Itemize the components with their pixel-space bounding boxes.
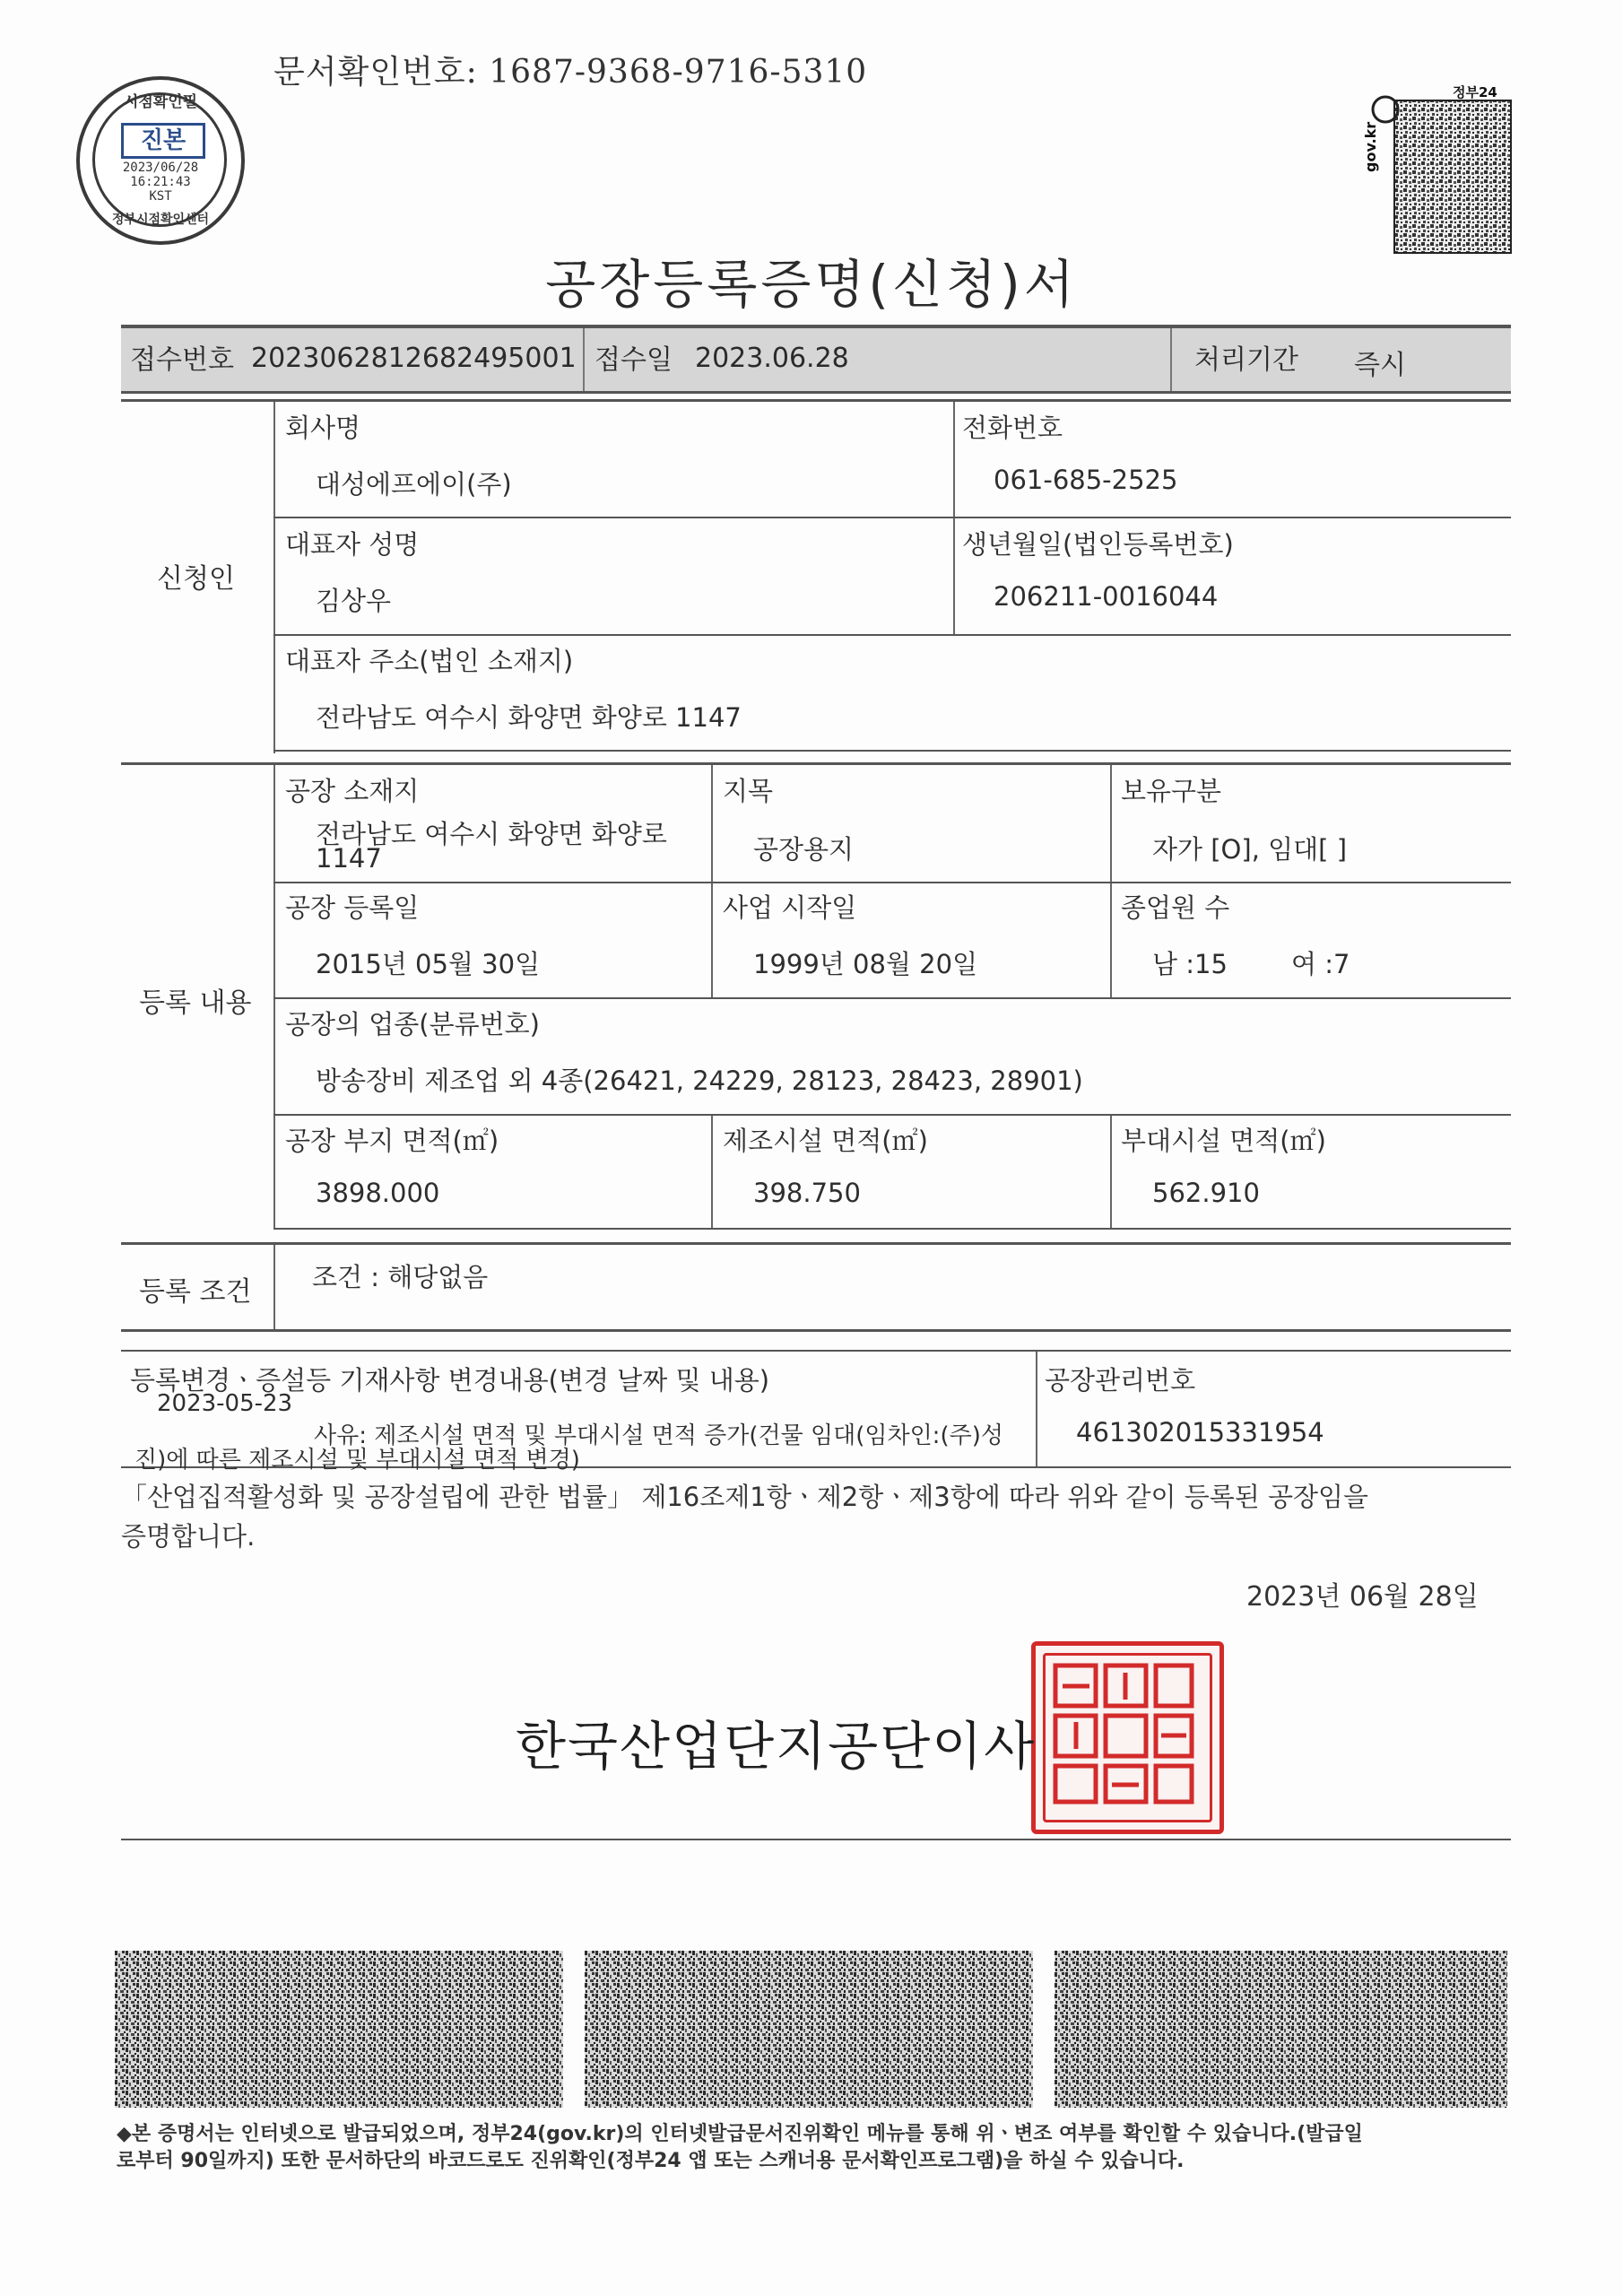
authenticity-seal [76,76,245,245]
birth-registration-number: 206211-0016044 [994,581,1219,612]
certification-line1: 「산업집적활성화 및 공장설립에 관한 법률」 제16조제1항ㆍ제2항ㆍ제3항에 따라 위와 같이 등록된 공장임을 [121,1482,1369,1512]
factory-mgmt-number-label: 공장관리번호 [1045,1365,1196,1396]
seal-main-text: 진본 [121,123,205,159]
footer-line2: 로부터 90일까지) 또한 문서하단의 바코드로도 진위확인(정부24 앱 또는 스캐너용 문서확인프로그램)을 하실 수 있습니다. [117,2150,1185,2172]
factory-location-line2: 1147 [316,843,382,874]
representative-name: 김상우 [316,586,392,616]
divider [121,762,1511,765]
representative-label: 대표자 성명 [285,529,420,560]
footer-notice [117,2121,1515,2175]
receipt-number-label: 접수번호 [130,344,234,376]
receipt-date-label: 접수일 [595,344,673,376]
divider [953,402,955,635]
employees-label: 종업원 수 [1121,892,1230,923]
barcode-3 [1055,1951,1507,2108]
change-reason-line1: 사유: 제조시설 면적 및 부대시설 면적 증가(건물 임대(임차인:(주)성 [314,1422,1003,1449]
document-title: 공장등록증명(신청)서 [545,254,1078,315]
mfg-area: 398.750 [753,1178,861,1208]
document-confirmation-number: 문서확인번호: 1687-9368-9716-5310 [273,54,868,91]
barcode-2 [585,1951,1033,2108]
site-area-label: 공장 부지 면적(㎡) [285,1126,499,1156]
seal-bottom-text: 정부시점확인센터 [111,213,210,227]
condition-section-label: 등록 조건 [139,1276,252,1308]
company-name: 대성에프에이(주) [316,469,512,500]
aux-area-label: 부대시설 면적(㎡) [1121,1126,1326,1156]
address-label: 대표자 주소(법인 소재지) [285,646,574,676]
divider [121,1242,1511,1245]
certification-statement [121,1477,1506,1556]
seal-timestamp [80,161,241,204]
issue-date: 2023년 06월 28일 [1246,1581,1479,1613]
divider [273,1228,1511,1230]
divider [273,882,1511,883]
change-reason-line2: 진)에 따른 제조시설 및 부대시설 면적 변경) [135,1447,580,1474]
receipt-date: 2023.06.28 [695,343,849,374]
applicant-section-label: 신청인 [157,563,235,595]
business-start-label: 사업 시작일 [723,892,857,923]
site-area: 3898.000 [316,1178,440,1208]
divider [121,1329,1511,1332]
receipt-number: 20230628126824950​01 [251,343,577,374]
divider [1110,1116,1112,1230]
changes-label: 등록변경ㆍ증설등 기재사항 변경내용(변경 날짜 및 내용) [130,1365,770,1396]
address: 전라남도 여수시 화양면 화양로 1147 [316,702,742,733]
business-start-date: 1999년 08월 20일 [753,949,978,979]
divider [711,1116,713,1230]
qr-gov24-label: 정부24 [1453,84,1497,100]
industry-label: 공장의 업종(분류번호) [285,1009,540,1039]
mfg-area-label: 제조시설 면적(㎡) [723,1126,928,1156]
issuer-name: 한국산업단지공단이사 [516,1716,1037,1777]
phone-number: 061-685-2525 [994,465,1178,495]
divider [273,750,1511,752]
divider [121,1839,1511,1840]
qr-code [1362,84,1515,256]
employees-male: 남 :15 [1152,949,1228,979]
seal-ring [92,92,227,227]
divider [273,517,1511,518]
divider [273,1245,275,1330]
official-red-stamp [1031,1641,1224,1834]
birth-registration-label: 생년월일(법인등록번호) [962,529,1234,560]
registration-date-label: 공장 등록일 [285,892,420,923]
seal-timezone: KST [149,189,172,204]
change-date: 2023-05-23 [157,1390,293,1417]
divider [121,1350,1511,1352]
stamp-glyphs-icon [1036,1646,1211,1821]
divider [273,634,1511,636]
factory-mgmt-number: 461302015331954 [1076,1417,1324,1448]
land-category: 공장용지 [753,834,855,865]
processing-period: 즉시 [1354,350,1406,381]
divider [273,1114,1511,1116]
employees-female: 여 :7 [1291,949,1350,979]
industry: 방송장비 제조업 외 4종(26421, 24229, 28123, 28423, 28901) [316,1065,1083,1096]
registration-condition: 조건 : 해당없음 [312,1262,489,1292]
certification-line2: 증명합니다. [121,1521,256,1552]
seal-top-text: 시점확인필 [123,93,198,111]
divider [121,399,1511,402]
ownership-label: 보유구분 [1121,776,1222,806]
footer-line1: ◆본 증명서는 인터넷으로 발급되었으며, 정부24(gov.kr)의 인터넷발급문서진위확인 메뉴를 통해 위ㆍ변조 여부를 확인할 수 있습니다.(발급일 [117,2123,1363,2145]
registration-date: 2015년 05월 30일 [316,949,541,979]
barcode-1 [115,1951,563,2108]
phone-label: 전화번호 [962,413,1063,443]
receipt-header [121,325,1511,394]
qr-side-label: gov.kr [1362,121,1379,172]
registration-section-label: 등록 내용 [139,987,252,1019]
divider [273,997,1511,999]
processing-period-label: 처리기간 [1194,344,1298,376]
seal-time: 16:21:43 [130,175,191,189]
land-category-label: 지목 [723,776,774,806]
divider [273,402,275,753]
seal-date: 2023/06/28 [122,161,199,175]
aux-area: 562.910 [1152,1178,1260,1208]
divider [1036,1352,1037,1466]
company-name-label: 회사명 [285,413,361,443]
qr-code-icon [1367,90,1515,256]
ownership: 자가 [O], 임대[ ] [1152,834,1348,865]
factory-location-line1: 전라남도 여수시 화양면 화양로 [316,819,667,849]
factory-location-label: 공장 소재지 [285,776,420,806]
